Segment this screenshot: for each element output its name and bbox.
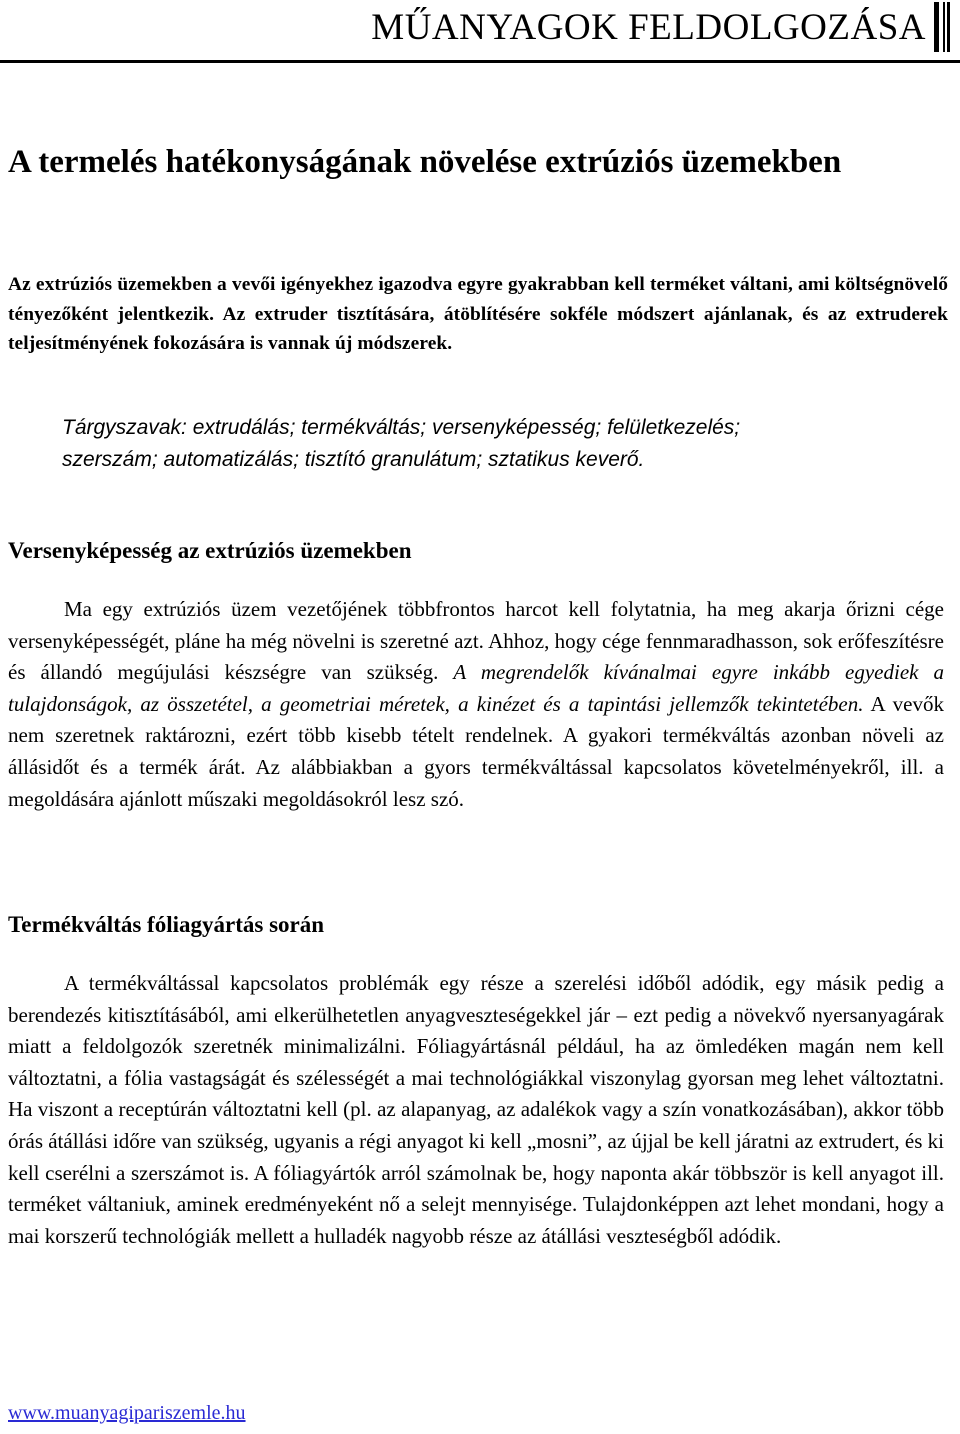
section1-text-a: Ma egy extrúziós üzem vezetőjének többfrontos harcot kell folytatnia, ha meg akarja őrizni cége versenyképességét, pláne ha még növelni is szeretné azt. Ahhoz, hogy cége fennmaradhasson, sok erőfeszítésre és állandó megújulási készségre van szükség.	[8, 597, 944, 685]
section2-paragraph: A termékváltással kapcsolatos problémák egy része a szerelési időből adódik, egy másik pedig a berendezés kitisztításából, ami elkerülhetetlen anyagveszteségekkel jár – ezt pedig a növekvő nyersanyagárak miatt a feldolgozók szeretnék minimalizálni. Fóliagyártásnál például, ha az ömledéken magán nem kell változtatni, a fólia vastagságát és szélességét a mai technológiákkal viszonylag gyorsan meg lehet változtatni. Ha viszont a receptúrán változtatni kell (pl. az alapanyag, az adalékok vagy a szín vonatkozásában), akkor több órás átállási időre van szükség, ugyanis a régi anyagot ki kell „mosni”, az újjal be kell járatni az extrudert, és ki kell cserélni a szerszámot is. A fóliagyártók arról számolnak be, hogy naponta akár többször is kell anyagot ill. terméket váltaniuk, aminek eredményeként nő a selejt mennyisége. Tulajdonképpen azt lehet mondani, hogy a mai korszerű technológiák mellett a hulladék nagyobb része az átállási veszteségből adódik.	[8, 971, 944, 1248]
journal-title: MŰANYAGOK FELDOLGOZÁSA	[371, 7, 926, 48]
section1-text-italic: A megrendelők kívánalmai egyre inkább egyediek a tulajdonságok, az összetétel, a geometriai méretek, a kinézet és a tapintási jellemzők tekintetében.	[8, 660, 944, 716]
section1-paragraph	[8, 594, 944, 815]
header-bars-decoration	[934, 2, 950, 52]
header-rule	[0, 60, 960, 63]
keywords-line-2: szerszám; automatizálás; tisztító granulátum; sztatikus keverő.	[62, 448, 645, 471]
section1-text-b: A vevők nem szeretnek raktározni, ezért több kisebb tételt rendelnek. A gyakori termékváltás azonban növeli az állásidőt és a termék árát. Az alábbiakban a gyors termékváltással kapcsolatos követelményekről, ill. a megoldására ajánlott műszaki megoldásokról lesz szó.	[8, 691, 944, 811]
article-lead: Az extrúziós üzemekben a vevői igényekhez igazodva egyre gyakrabban kell terméket váltani, ami költségnövelő tényezőként jelentkezik. Az extruder tisztítására, átöblítésére sokféle módszert ajánlanak, és az extruderek teljesítményének fokozására is vannak új módszerek.	[8, 274, 948, 354]
section-heading-competitiveness: Versenyképesség az extrúziós üzemekben	[8, 538, 412, 563]
website-link[interactable]: www.muanyagipariszemle.hu	[8, 1402, 246, 1424]
keywords	[62, 412, 960, 476]
section-heading-film-changeover: Termékváltás fóliagyártás során	[8, 912, 325, 937]
keywords-line-1: Tárgyszavak: extrudálás; termékváltás; versenyképesség; felületkezelés;	[62, 416, 741, 439]
article-title: A termelés hatékonyságának növelése extrúziós üzemekben	[8, 144, 842, 180]
running-header	[0, 0, 960, 56]
